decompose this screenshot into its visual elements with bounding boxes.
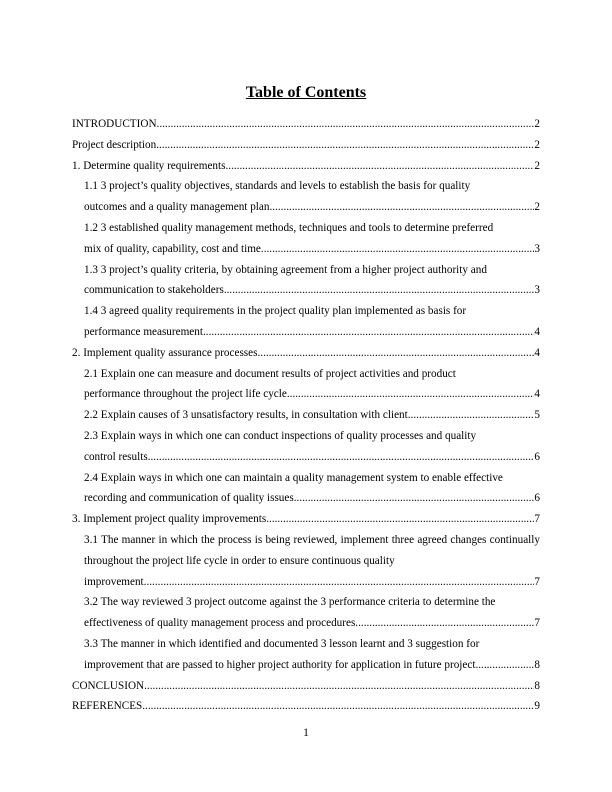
table-of-contents [72,114,540,717]
toc-entry-2[interactable] [72,343,540,364]
toc-entry-text-first: 2.4 Explain ways in which one can maintain a quality management system to enable effective [84,471,503,484]
toc-page-number: 2 [534,118,540,130]
toc-page-number: 4 [534,388,540,401]
toc-page-number: 5 [534,409,540,422]
toc-page-number: 4 [534,346,540,359]
toc-page-number: 2 [534,159,540,172]
toc-entry-text-first: 3.1 The manner in which the process is being reviewed, implement three agreed changes continually throughout the project life cycle in order to ensure continuous quality [84,533,540,567]
dot-leader [203,322,534,343]
toc-page-number: 7 [534,617,540,630]
toc-entry-1[interactable] [72,156,540,177]
toc-page-number: 6 [534,450,540,463]
toc-entry-text-first: 3.2 The way reviewed 3 project outcome against the 3 performance criteria to determine the [84,596,496,609]
dot-leader [475,655,534,676]
toc-entry-text: 1. Determine quality requirements [72,159,226,172]
toc-entry-text: communication to stakeholders [84,284,224,297]
dot-leader [157,114,535,135]
toc-page-number: 6 [534,492,540,505]
dot-leader [269,197,534,218]
dot-leader [257,343,534,364]
toc-entry-text: performance throughout the project life cycle [84,388,287,401]
toc-entry-3-1[interactable] [72,530,540,592]
toc-entry-1-4[interactable] [72,301,540,343]
toc-entry-conclusion[interactable] [72,676,540,697]
toc-page-number: 2 [534,201,540,214]
toc-entry-text: REFERENCES [72,700,143,713]
toc-page-number: 2 [534,138,540,151]
dot-leader [144,572,535,593]
toc-entry-2-2[interactable] [72,405,540,426]
toc-entry-introduction[interactable] [72,114,540,135]
dot-leader [156,135,534,156]
dot-leader [266,509,534,530]
toc-entry-3-3[interactable] [72,634,540,676]
toc-entry-text-first: 3.3 The manner in which identified and documented 3 lesson learnt and 3 suggestion for [84,637,480,650]
dot-leader [355,613,534,634]
toc-entry-text-first: 2.3 Explain ways in which one can conduct inspections of quality processes and quality [84,429,477,442]
toc-entry-1-1[interactable] [72,176,540,218]
toc-entry-2-1[interactable] [72,364,540,406]
dot-leader [261,239,535,260]
toc-page-number: 3 [534,242,540,255]
dot-leader [294,488,535,509]
toc-entry-text: INTRODUCTION [72,118,157,130]
toc-entry-1-2[interactable] [72,218,540,260]
toc-entry-text: control results [84,450,148,463]
toc-entry-text-first: 1.3 3 project’s quality criteria, by obtaining agreement from a higher project authority and [84,263,487,276]
page-title: Table of Contents [245,84,367,101]
dot-leader [287,384,535,405]
toc-page-number: 9 [534,700,540,713]
toc-page-number: 7 [534,513,540,526]
toc-page-number: 3 [534,284,540,297]
toc-page-number: 8 [534,679,540,692]
toc-entry-project-description[interactable] [72,135,540,156]
toc-entry-3-2[interactable] [72,592,540,634]
toc-entry-text-first: 1.1 3 project’s quality objectives, standards and levels to establish the basis for quality [84,180,471,193]
toc-entry-text: 3. Implement project quality improvements [72,513,267,526]
toc-entry-text: Project description [72,138,157,151]
toc-entry-text: effectiveness of quality management process and procedures [84,617,356,630]
toc-entry-text: improvement that are passed to higher project authority for application in future project [84,658,476,671]
dot-leader [142,696,534,717]
dot-leader [148,447,535,468]
dot-leader [408,405,535,426]
toc-entry-references[interactable] [72,696,540,717]
toc-entry-text: 2.2 Explain causes of 3 unsatisfactory results, in consultation with client [84,409,408,422]
toc-entry-text: performance measurement [84,325,203,338]
toc-entry-text: outcomes and a quality management plan [84,201,270,214]
page-number: 1 [303,727,309,739]
toc-entry-text: improvement [84,575,144,588]
dot-leader [225,156,534,177]
toc-entry-text-first: 1.2 3 established quality management methods, techniques and tools to determine preferred [84,221,494,234]
toc-entry-text: 2. Implement quality assurance processes [72,346,258,359]
toc-page-number: 7 [534,575,540,588]
toc-entry-1-3[interactable] [72,260,540,302]
toc-entry-text: CONCLUSION [72,679,145,692]
dot-leader [224,280,535,301]
toc-entry-2-4[interactable] [72,468,540,510]
toc-entry-text-first: 2.1 Explain one can measure and document results of project activities and product [84,367,456,380]
toc-page-number: 4 [534,325,540,338]
toc-page-number: 8 [534,658,540,671]
toc-entry-2-3[interactable] [72,426,540,468]
toc-entry-text: recording and communication of quality issues [84,492,294,505]
toc-entry-text-first: 1.4 3 agreed quality requirements in the project quality plan implemented as basis for [84,305,467,318]
toc-entry-3[interactable] [72,509,540,530]
toc-entry-text: mix of quality, capability, cost and time [84,242,261,255]
dot-leader [144,676,534,697]
